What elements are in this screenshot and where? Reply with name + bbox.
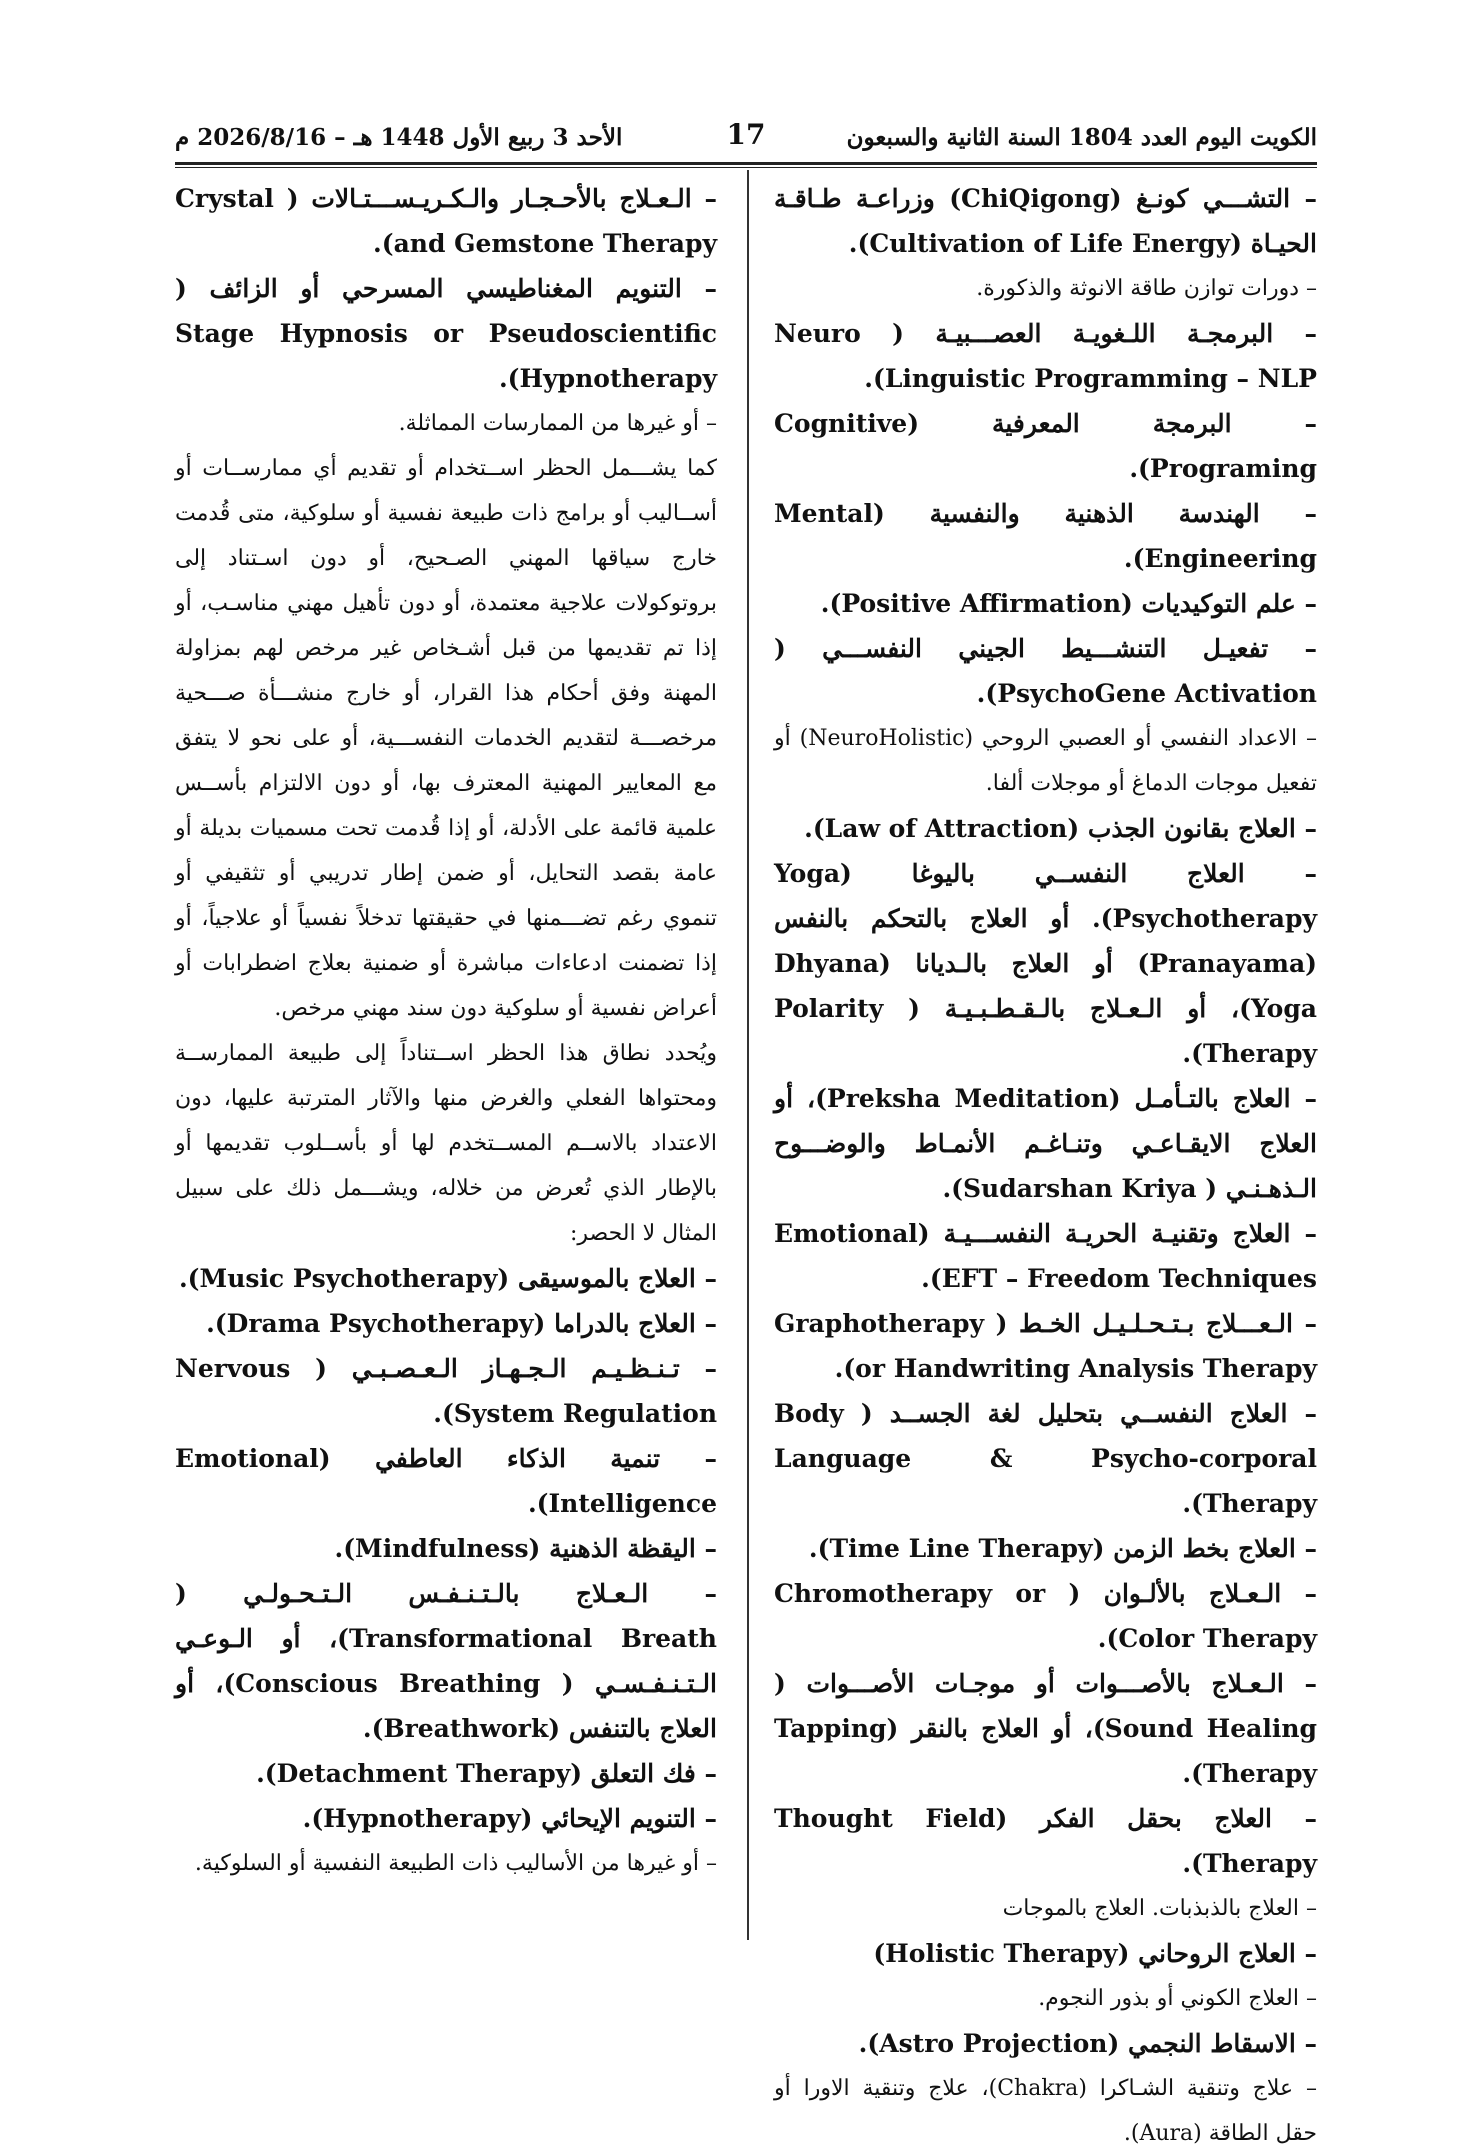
list-item: – علاج وتنقية الشـاكرا (Chakra)، علاج وتنقية الاورا أو حقل الطاقة (Aura). xyxy=(774,2076,1317,2146)
list-item: – العلاج بحقل الفكر (Thought Field Therapy). xyxy=(774,1804,1318,1878)
list-item: – اليقظة الذهنية (Mindfulness). xyxy=(334,1534,717,1563)
list-item: – تنمية الذكاء العاطفي (Emotional Intelligence). xyxy=(175,1444,717,1518)
list-item: – علم التوكيديات (Positive Affirmation). xyxy=(820,589,1317,618)
list-item: – العلاج بخط الزمن (Time Line Therapy). xyxy=(808,1534,1317,1563)
list-item: – الـعـــلاج بـتـحـلـيـل الخـط ( Graphotherapy or Handwriting Analysis Therapy). xyxy=(774,1309,1317,1383)
list-item: – البرمجة المعرفية (Cognitive Programing). xyxy=(774,409,1317,483)
list-item: – العلاج وتقنيـة الحريـة النفســـيـة (Emotional EFT – Freedom Techniques). xyxy=(774,1219,1317,1293)
right-column xyxy=(774,176,1317,2156)
page-header xyxy=(175,118,1317,160)
list-item: – تفعيـل التنشـــيط الجيني النفســـي ( PsychoGene Activation). xyxy=(774,634,1317,708)
header-rule-thin xyxy=(175,167,1317,168)
body-paragraph: ويُحدد نطاق هذا الحظر اســتناداً إلى طبيعة الممارســة ومحتواها الفعلي والغرض منها والآثار المترتبة عليها، دون الاعتداد بالاســم المســتخدم لها أو بأســلوب تقديمها أو بالإطار الذي تُعرض من خلاله، ويشـــمل ذلك على سبيل المثال لا الحصر: xyxy=(175,1041,717,1246)
gazette-title: الكويت اليوم العدد 1804 السنة الثانية والسبعون xyxy=(846,124,1317,151)
list-item: – التنويم المغناطيسي المسرحي أو الزائف ( Stage Hypnosis or Pseudoscientific Hypnotherapy). xyxy=(175,274,717,393)
header-rule xyxy=(175,162,1317,165)
list-item: – الـعـلاج بالألـوان ( Chromotherapy or Color Therapy). xyxy=(774,1579,1318,1653)
body-paragraph: كما يشـــمل الحظر اســتخدام أو تقديم أي ممارســات أو أســاليب أو برامج ذات طبيعة نفسية أو سلوكية، متى قُدمت خارج سياقها المهني الصـحيح، أو دون اسـتناد إلى بروتوكولات علاجية معتمدة، أو دون تأهيل مهني مناسـب، أو إذا تم تقديمها من قبل أشـخاص غير مرخص لهم بمزاولة المهنة وفق أحكام هذا القرار، أو خارج منشـــأة صـــحية مرخصـــة لتقديم الخدمات النفســـية، أو على نحو لا يتفق مع المعايير المهنية المعترف بها، أو دون الالتزام بأســس علمية قائمة على الأدلة، أو إذا قُدمت تحت مسميات بديلة أو عامة بقصد التحايل، أو ضمن إطار تدريبي أو تثقيفي أو تنموي رغم تضـــمنها في حقيقتها تدخلاً نفسياً أو علاجياً، أو إذا تضمنت ادعاءات مباشرة أو ضمنية بعلاج اضطرابات أو أعراض نفسية أو سلوكية دون سند مهني مرخص. xyxy=(175,456,717,1021)
left-column xyxy=(175,176,717,1886)
list-item: – البرمجـة اللـغويـة العصـــبيـة ( Neuro Linguistic Programming – NLP). xyxy=(774,319,1317,393)
list-item: – تـنـظـيـم الـجـهـاز الـعـصـبـي ( Nervous System Regulation). xyxy=(175,1354,717,1428)
list-item: – العلاج بالموسيقى (Music Psychotherapy). xyxy=(178,1264,717,1293)
list-item: – العلاج بالتـأمـل (Preksha Meditation)، أو العلاج الايقـاعـي وتنـاغـم الأنمـاط والوضـــوح الـذهـنـي ( Sudarshan Kriya). xyxy=(774,1084,1317,1203)
column-divider xyxy=(747,170,749,1940)
list-item: – العلاج الكوني أو بذور النجوم. xyxy=(1038,1986,1317,2011)
page-number: 17 xyxy=(726,118,766,151)
issue-date: الأحد 3 ربيع الأول 1448 هـ – 2026/8/16 م xyxy=(175,124,623,151)
list-item: – الـعـلاج بالأصـــوات أو موجـات الأصـــوات ( Sound Healing)، أو العلاج بالنقر (Tapping Therapy). xyxy=(774,1669,1317,1788)
list-item: – الـعـلاج بالأحـجـار والـكـريـســـتـالات ( Crystal and Gemstone Therapy). xyxy=(175,184,717,258)
list-item: – الـعـلاج بالـتـنـفـس الـتـحـولـي ( Transformational Breath)، أو الـوعـي الـتـنـفـسـي ( Conscious Breathing)، أو العلاج بالتنفس (Breathwork). xyxy=(175,1579,717,1743)
list-item: – العلاج بالدراما (Drama Psychotherapy). xyxy=(206,1309,717,1338)
list-item: – العلاج بالذبذبات. العلاج بالموجات xyxy=(1002,1896,1317,1921)
list-item: – العلاج النفســي بتحليل لغة الجســد ( Body Language & Psycho-corporal Therapy). xyxy=(774,1399,1317,1518)
list-item: – التشـــي كونـغ (ChiQigong) وزراعـة طـاقـة الحيـاة (Cultivation of Life Energy). xyxy=(774,184,1317,258)
list-item: – الهندسة الذهنية والنفسية (Mental Engineering). xyxy=(774,499,1317,573)
list-item: – العلاج بقانون الجذب (Law of Attraction). xyxy=(804,814,1317,843)
list-item: – العلاج الروحاني (Holistic Therapy) xyxy=(873,1939,1317,1968)
list-item: – دورات توازن طاقة الانوثة والذكورة. xyxy=(976,276,1317,301)
list-item: – أو غيرها من الأساليب ذات الطبيعة النفسية أو السلوكية. xyxy=(194,1851,717,1876)
list-item: – التنويم الإيحائي (Hypnotherapy). xyxy=(302,1804,717,1833)
list-item: – فك التعلق (Detachment Therapy). xyxy=(256,1759,717,1788)
list-item: – أو غيرها من الممارسات المماثلة. xyxy=(398,411,717,436)
list-item: – العلاج النفســي باليوغا (Yoga Psychotherapy). أو العلاج بالتحكم بالنفس (Pranayama) أو العلاج بالـديانا (Dhyana Yoga)، أو الـعـلاج بالـقـطـبـيـة ( Polarity Therapy). xyxy=(774,859,1317,1068)
list-item: – الاسقاط النجمي (Astro Projection). xyxy=(858,2029,1317,2058)
list-item: – الاعداد النفسي أو العصبي الروحي (NeuroHolistic) أو تفعيل موجات الدماغ أو موجلات ألفا. xyxy=(774,726,1317,796)
